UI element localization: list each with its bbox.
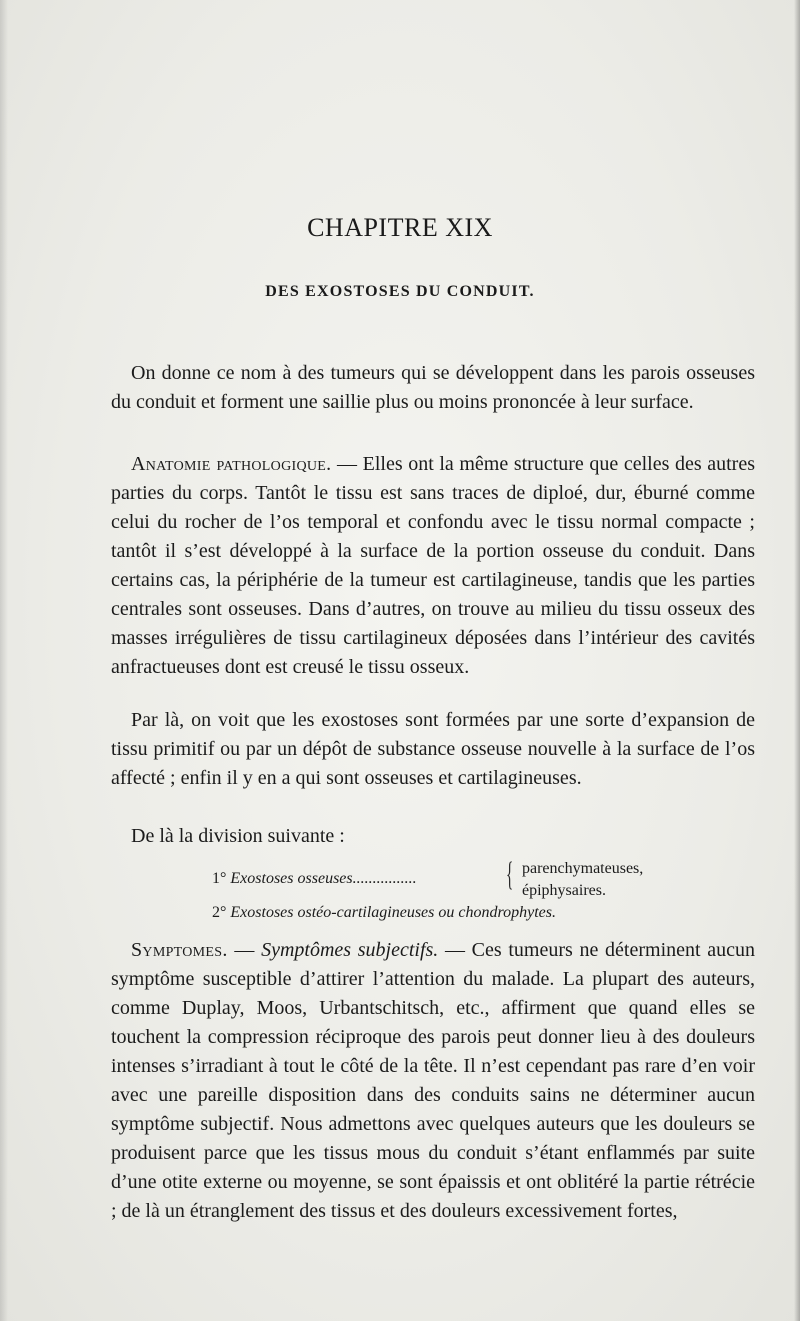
section-title <box>0 283 800 301</box>
brace-icon: { <box>506 856 514 893</box>
division-item-1-number: 1° <box>212 870 227 887</box>
division-item-1 <box>212 870 417 888</box>
division-item-2 <box>212 904 556 922</box>
chapter-title: CHAPITRE XIX <box>307 213 493 242</box>
page-edge-right <box>794 0 800 1321</box>
division-option-2: épiphysaires. <box>522 882 606 899</box>
paragraph-intro-text: On donne ce nom à des tumeurs qui se développent dans les parois osseuses du conduit et forment une saillie plus ou moins prononcée à leur surface. <box>111 362 755 413</box>
paragraph-division-intro-text: De là la division suivante : <box>131 825 345 847</box>
anatomie-heading: Anatomie pathologique. <box>131 453 332 475</box>
division-item-1-label: Exostoses osseuses................ <box>230 870 417 887</box>
anatomie-body: — Elles ont la même structure que celles des autres parties du corps. Tantôt le tissu est sans traces de diploé, dur, éburné comme celui du rocher de l’os temporal et confondu avec le tissu normal compacte ; tantôt il s’est développé à la surface de la portion osseuse du conduit. Dans certains cas, la périphérie de la tumeur est cartilagineuse, tandis que les parties centrales sont osseuses. Dans d’autres, on trouve au milieu du tissu osseux des masses irrégulières de tissu cartilagineux déposées dans l’intérieur des cavités anfractueuses dont est creusé le tissu osseux. <box>111 453 755 678</box>
symptomes-heading: Symptomes. <box>131 939 228 961</box>
section-title-text: DES EXOSTOSES DU CONDUIT. <box>265 283 535 300</box>
paragraph-expansion <box>111 706 755 793</box>
paragraph-anatomie-text <box>111 450 755 682</box>
symptomes-subheading: Symptômes subjectifs. <box>261 939 439 961</box>
division-item-2-number: 2° <box>212 904 227 921</box>
paragraph-symptomes <box>111 936 755 1226</box>
paragraph-intro <box>111 359 755 417</box>
paragraph-anatomie <box>111 450 755 682</box>
page-edge-left <box>0 0 8 1321</box>
paragraph-symptomes-text: Symptomes. — Symptômes subjectifs. — Ces tumeurs ne déterminent aucun symptôme susceptible d’attirer l’attention du malade. La plupart des auteurs, comme Duplay, Moos, Urbantschitsch, etc., affirment que quand elles se touchent la compression réciproque des parois peut donner lieu à des douleurs intenses s’irradiant à tout le côté de la tête. Il n’est cependant pas rare d’en voir avec une pareille disposition dans des conduits sains ne déterminer aucun symptôme subjectif. Nous admettons avec quelques auteurs que les douleurs se produisent parce que les tissus mous du conduit s’étant enflammés par suite d’une otite externe ou moyenne, se sont épaissis et ont oblitéré la partie rétrécie ; de là un étranglement des tissus et des douleurs excessivement fortes, <box>111 939 755 1222</box>
paragraph-division-intro <box>111 822 755 851</box>
paragraph-expansion-text: Par là, on voit que les exostoses sont formées par une sorte d’expansion de tissu primitif ou par un dépôt de substance osseuse nouvelle à la surface de l’os affecté ; enfin il y en a qui sont osseuses et cartilagineuses. <box>111 709 755 789</box>
division-option-1: parenchymateuses, <box>522 860 644 877</box>
symptomes-body: — Ces tumeurs ne déterminent aucun symptôme susceptible d’attirer l’attention du malade. La plupart des auteurs, comme Duplay, Moos, Urbantschitsch, etc., affirment que quand elles se touchent la compression réciproque des parois peut donner lieu à des douleurs intenses s’irradiant à tout le côté de la tête. Il n’est cependant pas rare d’en voir avec une pareille disposition dans des conduits sains ne déterminer aucun symptôme subjectif. Nous admettons avec quelques auteurs que les douleurs se produisent parce que les tissus mous du conduit s’étant enflammés par suite d’une otite externe ou moyenne, se sont épaissis et ont oblitéré la partie rétrécie ; de là un étranglement des tissus et des douleurs excessivement fortes, <box>111 939 755 1222</box>
division-item-2-label: Exostoses ostéo-cartilagineuses ou chondrophytes. <box>230 904 556 921</box>
